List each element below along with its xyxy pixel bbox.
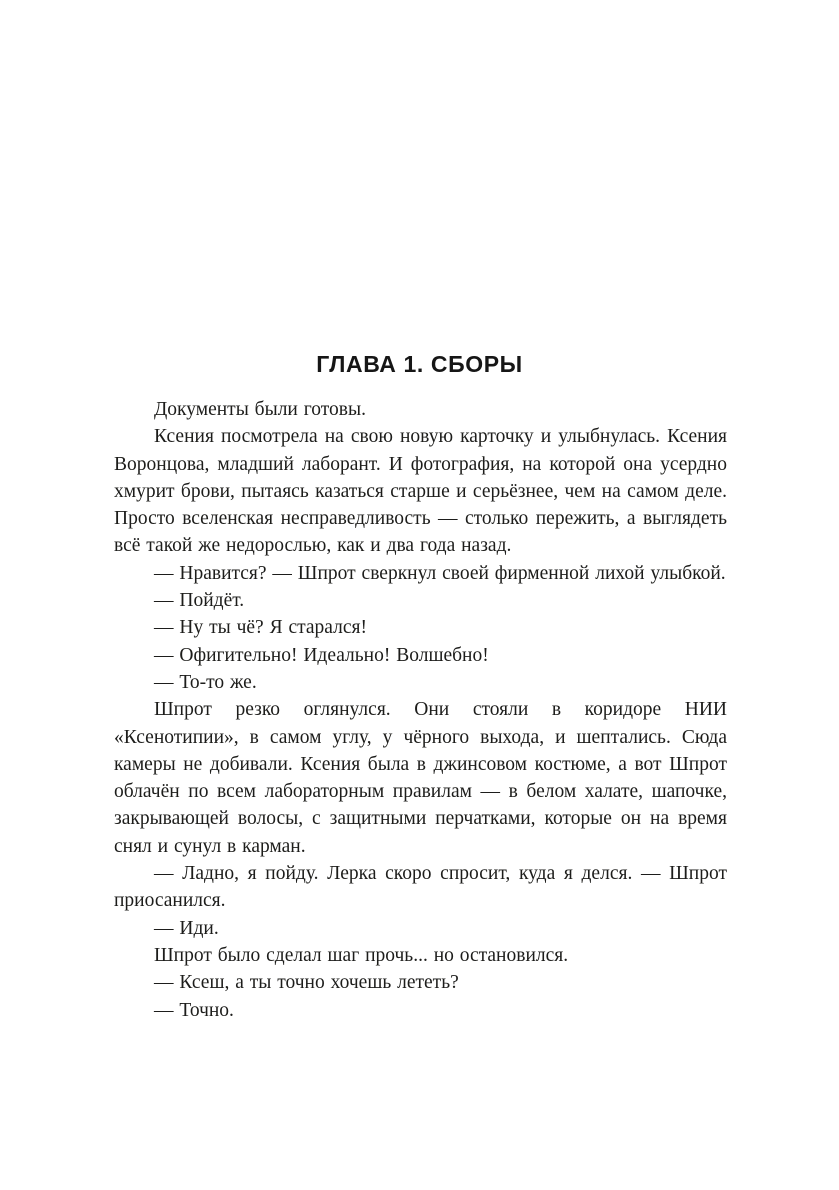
chapter-heading: ГЛАВА 1. СБОРЫ [316, 351, 523, 378]
paragraph: Шпрот было сделал шаг прочь... но остановился. [154, 944, 569, 966]
paragraph: Документы были готовы. [154, 399, 366, 420]
paragraph: — Ксеш, а ты точно хочешь лететь? [154, 972, 459, 994]
paragraph: — Нравится? — Шпрот сверкнул своей фирменной лихой улыбкой. [154, 562, 726, 584]
paragraph: — Ну ты чё? Я старался! [154, 617, 367, 639]
paragraph: Шпрот резко оглянулся. Они стояли в коридоре НИИ «Ксенотипии», в самом углу, у чёрного выхода, и шептались. Сюда камеры не добивали. Ксения была в джинсовом костюме, а вот Шпрот облачён по всем лабораторным правилам — в белом халате, шапочке, закрывающей волосы, с защитными перчатками, которые он на время снял и сунул в карман. [114, 699, 727, 857]
paragraph: — Ладно, я пойду. Лерка скоро спросит, куда я делся. — Шпрот приосанился. [114, 863, 727, 912]
text-block [114, 396, 727, 1024]
paragraph: — Точно. [154, 999, 234, 1021]
paragraph: — То-то же. [154, 671, 257, 693]
paragraph: — Иди. [154, 917, 219, 939]
paragraph: — Пойдёт. [154, 590, 245, 612]
paragraph: Ксения посмотрела на свою новую карточку и улыбнулась. Ксения Воронцова, младший лаборант. И фотография, на которой она усердно хмурит брови, пытаясь казаться старше и серьёзнее, чем на самом деле. Просто вселенская несправедливость — столько пережить, а выглядеть всё такой же недорослью, как и два года назад. [114, 426, 727, 557]
paragraph: — Офигительно! Идеально! Волшебно! [154, 644, 489, 666]
